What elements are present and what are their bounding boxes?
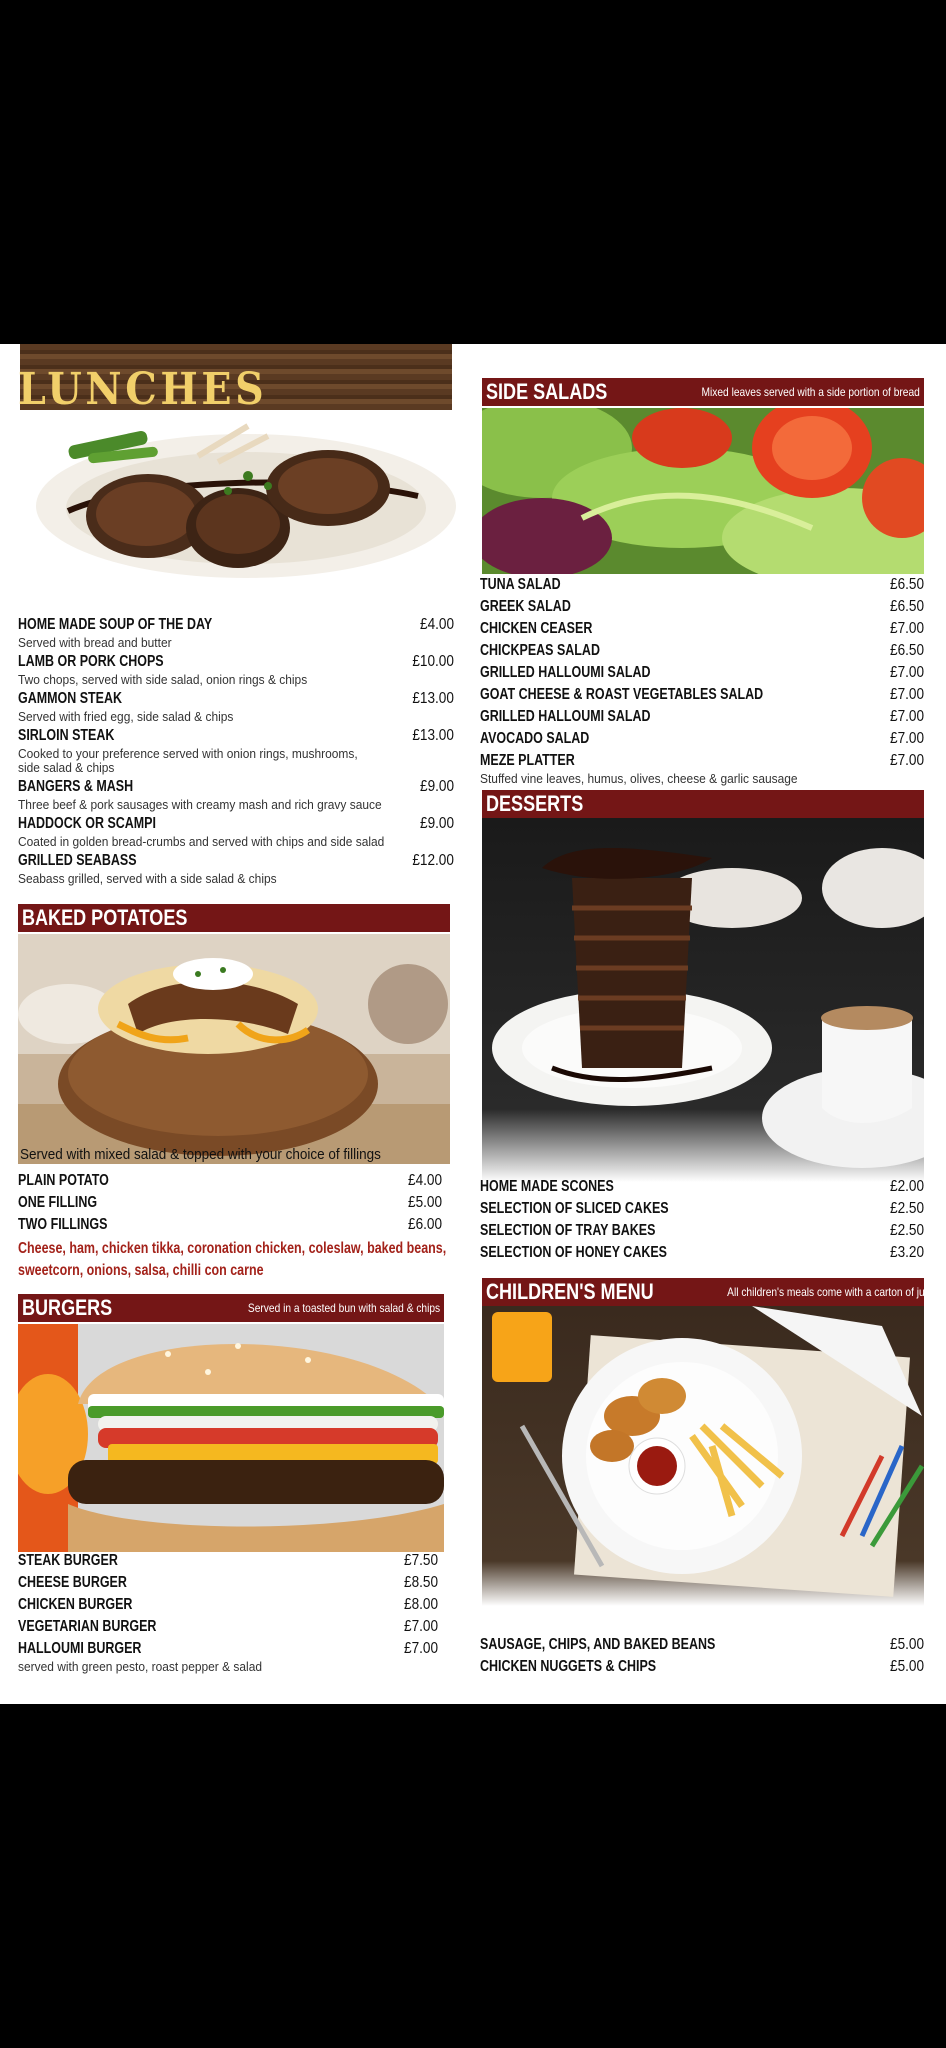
fillings-list: Cheese, ham, chicken tikka, coronation chicken, coleslaw, baked beans,	[18, 1240, 447, 1257]
menu-item	[18, 852, 454, 870]
item-price: £3.20	[889, 1244, 924, 1261]
item-price: £12.00	[412, 852, 454, 869]
menu-item	[480, 598, 924, 616]
item-price: £4.00	[407, 1172, 442, 1189]
desserts-banner	[482, 790, 924, 818]
item-price: £9.00	[419, 778, 454, 795]
item-desc: Three beef & pork sausages with creamy mash and rich gravy sauce	[18, 797, 382, 812]
menu-item	[18, 815, 454, 833]
item-name: CHICKPEAS SALAD	[480, 642, 600, 659]
item-name: MEZE PLATTER	[480, 752, 575, 769]
item-name: SELECTION OF TRAY BAKES	[480, 1222, 656, 1239]
section-subtitle: Served in a toasted bun with salad & chips	[247, 1301, 440, 1315]
item-desc: Coated in golden bread-crumbs and served with chips and side salad	[18, 834, 385, 849]
item-name: CHICKEN BURGER	[18, 1596, 133, 1613]
item-desc: side salad & chips	[18, 760, 115, 775]
menu-item	[18, 1618, 438, 1636]
item-name: GRILLED SEABASS	[18, 852, 137, 869]
menu-item	[480, 686, 924, 704]
item-name: SIRLOIN STEAK	[18, 727, 115, 744]
item-price: £13.00	[412, 727, 454, 744]
menu-item	[18, 616, 454, 634]
item-price: £2.50	[889, 1200, 924, 1217]
item-name: LAMB OR PORK CHOPS	[18, 653, 164, 670]
baked-potatoes-banner	[18, 904, 450, 932]
childrens-meal-image	[482, 1306, 924, 1606]
item-price: £7.00	[889, 664, 924, 681]
item-price: £5.00	[889, 1636, 924, 1653]
section-title: SIDE SALADS	[486, 379, 608, 404]
item-price: £4.00	[419, 616, 454, 633]
item-name: SAUSAGE, CHIPS, AND BAKED BEANS	[480, 1636, 716, 1653]
item-name: AVOCADO SALAD	[480, 730, 590, 747]
item-name: HOME MADE SOUP OF THE DAY	[18, 616, 213, 633]
item-price: £6.50	[889, 598, 924, 615]
childrens-menu-banner	[482, 1278, 939, 1306]
item-price: £2.50	[889, 1222, 924, 1239]
item-name: CHICKEN NUGGETS & CHIPS	[480, 1658, 657, 1675]
item-price: £7.00	[889, 752, 924, 769]
side-salads-banner	[482, 378, 924, 406]
baked-potatoes-caption: Served with mixed salad & topped with your choice of fillings	[20, 1146, 381, 1163]
menu-item	[480, 1178, 924, 1196]
item-name: GRILLED HALLOUMI SALAD	[480, 708, 651, 725]
menu-item	[480, 752, 924, 770]
item-price: £9.00	[419, 815, 454, 832]
item-price: £6.50	[889, 642, 924, 659]
section-title: BURGERS	[22, 1295, 113, 1320]
menu-item	[480, 1658, 924, 1676]
menu-item	[18, 1194, 454, 1212]
menu-item	[18, 1216, 454, 1234]
item-price: £6.50	[889, 576, 924, 593]
item-desc: Served with bread and butter	[18, 635, 172, 650]
lunches-title: LUNCHES	[18, 364, 268, 415]
menu-item	[480, 620, 924, 638]
menu-item	[480, 1636, 924, 1654]
item-name: BANGERS & MASH	[18, 778, 134, 795]
menu-item	[480, 576, 924, 594]
item-name: TWO FILLINGS	[18, 1216, 108, 1233]
item-price: £7.50	[403, 1552, 438, 1569]
section-title: CHILDREN'S MENU	[486, 1279, 654, 1304]
item-price: £7.00	[403, 1640, 438, 1657]
item-name: SELECTION OF SLICED CAKES	[480, 1200, 669, 1217]
item-name: VEGETARIAN BURGER	[18, 1618, 157, 1635]
item-name: STEAK BURGER	[18, 1552, 118, 1569]
menu-item	[18, 690, 454, 708]
item-name: PLAIN POTATO	[18, 1172, 109, 1189]
item-name: GAMMON STEAK	[18, 690, 122, 707]
item-price: £7.00	[889, 686, 924, 703]
item-price: £8.00	[403, 1596, 438, 1613]
item-price: £8.50	[403, 1574, 438, 1591]
section-subtitle: All children's meals come with a carton of juice	[727, 1285, 939, 1299]
lamb-chops-image	[28, 416, 464, 580]
menu-item	[18, 1552, 438, 1570]
baked-potato-image	[18, 934, 450, 1164]
burger-image	[18, 1324, 444, 1552]
menu-item	[18, 653, 454, 671]
menu-item	[480, 1244, 924, 1262]
section-title: BAKED POTATOES	[22, 905, 188, 930]
item-price: £7.00	[403, 1618, 438, 1635]
item-desc: Served with fried egg, side salad & chips	[18, 709, 234, 724]
item-name: HALLOUMI BURGER	[18, 1640, 142, 1657]
dessert-image	[482, 818, 924, 1182]
menu-item	[18, 1596, 438, 1614]
item-price: £7.00	[889, 620, 924, 637]
item-price: £10.00	[412, 653, 454, 670]
item-name: GOAT CHEESE & ROAST VEGETABLES SALAD	[480, 686, 764, 703]
item-desc: served with green pesto, roast pepper & salad	[18, 1659, 263, 1674]
item-name: CHICKEN CEASER	[480, 620, 593, 637]
item-name: SELECTION OF HONEY CAKES	[480, 1244, 667, 1261]
item-name: CHEESE BURGER	[18, 1574, 127, 1591]
item-name: HADDOCK OR SCAMPI	[18, 815, 156, 832]
burgers-banner	[18, 1294, 444, 1322]
item-price: £5.00	[407, 1194, 442, 1211]
menu-item	[480, 1200, 924, 1218]
menu-item	[18, 1640, 438, 1658]
item-price: £6.00	[407, 1216, 442, 1233]
item-desc: Seabass grilled, served with a side salad & chips	[18, 871, 277, 886]
section-subtitle: Mixed leaves served with a side portion of bread	[701, 385, 920, 399]
item-desc: Cooked to your preference served with onion rings, mushrooms,	[18, 746, 358, 761]
item-name: HOME MADE SCONES	[480, 1178, 614, 1195]
fillings-list: sweetcorn, onions, salsa, chilli con carne	[18, 1262, 264, 1279]
menu-page	[0, 344, 946, 1704]
item-name: TUNA SALAD	[480, 576, 561, 593]
menu-item	[480, 1222, 924, 1240]
item-price: £5.00	[889, 1658, 924, 1675]
item-desc: Stuffed vine leaves, humus, olives, cheese & garlic sausage	[480, 771, 798, 786]
item-price: £7.00	[889, 708, 924, 725]
item-name: ONE FILLING	[18, 1194, 98, 1211]
item-price: £2.00	[889, 1178, 924, 1195]
section-title: DESSERTS	[486, 791, 584, 816]
side-salad-image	[482, 408, 924, 574]
menu-item	[480, 664, 924, 682]
item-price: £7.00	[889, 730, 924, 747]
item-price: £13.00	[412, 690, 454, 707]
item-desc: Two chops, served with side salad, onion rings & chips	[18, 672, 308, 687]
menu-item	[18, 778, 454, 796]
menu-item	[18, 727, 454, 745]
menu-item	[480, 730, 924, 748]
menu-item	[480, 642, 924, 660]
menu-item	[18, 1574, 438, 1592]
item-name: GREEK SALAD	[480, 598, 571, 615]
menu-item	[18, 1172, 454, 1190]
menu-item	[480, 708, 924, 726]
item-name: GRILLED HALLOUMI SALAD	[480, 664, 651, 681]
